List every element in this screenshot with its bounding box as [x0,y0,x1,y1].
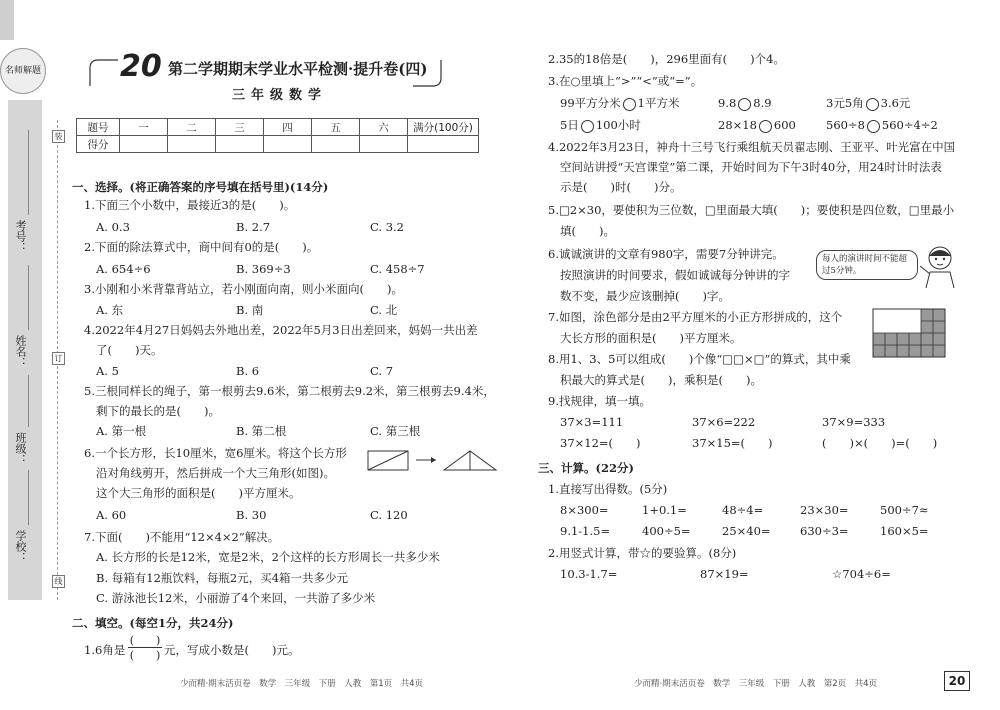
footer-right: 少而精·期末活页卷 数学 三年级 下册 人教 第2页 共4页 [634,679,878,689]
class-line [28,375,29,427]
q4-option[interactable]: C. 7 [370,364,394,378]
exam-no-label: 考号： [14,220,27,253]
calc-item[interactable]: 23×30= [800,503,849,517]
f3-row [560,118,641,133]
q5-option[interactable]: B. 第二根 [236,424,287,438]
q5-text: 5.三根同样长的绳子，第一根剪去9.6米，第二根剪去9.2米，第三根剪去9.4米， [84,384,495,398]
f6-text-cont: 数不变，最少应该删掉( )字。 [560,289,730,303]
binding-mark: 订 [52,352,65,365]
score-header-cell: 三 [216,119,264,136]
q3-option[interactable]: B. 南 [236,303,264,317]
calc-item[interactable]: 630÷3= [800,524,849,538]
f7-grid-figure [872,308,948,360]
f4-text-cont: 示是( )时( )分。 [560,180,682,194]
f3-item: 9.8 [718,96,737,110]
section-3-title: 三、计算。(22分) [538,461,634,475]
footer-left: 少而精·期末活页卷 数学 三年级 下册 人教 第1页 共4页 [180,679,424,689]
f3-row [560,96,679,111]
q7-text: 7.下面( )不能用“12×4×2”解决。 [84,530,280,544]
q4-option[interactable]: A. 5 [96,364,119,378]
q1-option[interactable]: A. 0.3 [96,220,130,234]
page-subtitle: 三年级数学 [232,88,328,103]
q4-option[interactable]: B. 6 [236,364,260,378]
name-label: 姓名： [14,335,27,368]
f3-item: 5日 [560,118,579,132]
calc-item[interactable]: 8×300= [560,503,609,517]
binding-mark: 线 [52,575,65,588]
f3-item: 99平方分米 [560,96,621,110]
f6-text: 6.诚诚演讲的文章有980字，需要7分钟讲完。 [548,247,784,261]
q3-option[interactable]: A. 东 [96,303,124,317]
f4-text: 4.2022年3月23日，神舟十三号飞行乘组航天员翟志刚、王亚平、叶光富在中国 [548,140,956,154]
score-header-row [77,119,479,136]
f3-row [826,96,910,111]
c2-text: 2.用竖式计算，带☆的要验算。(8分) [548,546,737,560]
exam-no-line [28,130,29,215]
section-2-title: 二、填空。(每空1分，共24分) [72,616,234,630]
pattern-item: 37×9=333 [822,415,886,429]
school-label: 学校： [14,530,27,563]
q6-text: 6.一个长方形，长10厘米，宽6厘米。将这个长方形 [84,446,347,460]
q5-option[interactable]: C. 第三根 [370,424,421,438]
f8-text-cont: 积最大的算式是( )，乘积是( )。 [560,373,762,387]
q6-option[interactable]: C. 120 [370,508,408,522]
f5-text: 5.□2×30，要使积为三位数，□里面最大填( )；要使积是四位数，□里最小 [548,203,955,217]
f9-text: 9.找规律，填一填。 [548,394,651,408]
q3-text: 3.小刚和小米背靠背站立，若小刚面向南，则小米面向( )。 [84,282,403,296]
score-cell[interactable] [264,136,312,153]
section-1-title: 一、选择。(将正确答案的序号填在括号里)(14分) [72,180,329,194]
f7-text-cont: 大长方形的面积是( )平方厘米。 [560,331,742,345]
q7-option[interactable]: C. 游泳池长12米，小丽游了4个来回，一共游了多少米 [96,591,376,605]
q2-option[interactable]: C. 458÷7 [370,262,425,276]
calc-item[interactable]: 1+0.1= [642,503,687,517]
q3-option[interactable]: C. 北 [370,303,398,317]
q6-text-cont: 沿对角线剪开，然后拼成一个大三角形(如图)。 [96,466,335,480]
binding-mark: 装 [52,130,65,143]
compare-circle[interactable] [581,120,594,133]
f3-item: 3.6元 [880,96,911,110]
score-header-cell: 二 [168,119,216,136]
pattern-item: 37×3=111 [560,415,624,429]
pattern-item[interactable]: 37×12=( ) [560,436,641,450]
class-label: 班级： [14,432,27,465]
q5-text-cont: 剩下的最长的是( )。 [96,404,220,418]
f3-row [826,118,938,133]
vertical-calc-item[interactable]: 10.3-1.7= [560,567,618,581]
vertical-calc-item[interactable]: ☆704÷6= [832,567,891,581]
f4-text-cont: 空间站讲授“天宫课堂”第二课，开始时间为下午3时40分，用24时计时法表 [560,160,942,174]
score-header-cell: 四 [264,119,312,136]
f3-row [718,118,796,133]
f3-item: 100小时 [595,118,641,132]
f3-item: 600 [773,118,796,132]
pattern-item[interactable]: ( )×( )=( ) [822,436,938,450]
f3-item: 28×18 [718,118,757,132]
calc-item[interactable]: 25×40= [722,524,771,538]
score-header-cell: 六 [360,119,408,136]
paper-number: 20 [120,49,162,84]
f1-denominator[interactable]: ( ) [129,649,161,662]
score-header-cell: 题号 [77,119,120,136]
pattern-item[interactable]: 37×15=( ) [692,436,773,450]
f3-item: 1平方米 [637,96,680,110]
name-line [28,265,29,330]
page-title: 第二学期期末学业水平检测·提升卷(四) [168,60,428,78]
calc-item[interactable]: 48÷4= [722,503,764,517]
score-table [76,118,479,153]
pattern-item: 37×6=222 [692,415,756,429]
calc-item[interactable]: 400÷5= [642,524,691,538]
q1-text: 1.下面三个小数中，最接近3的是( )。 [84,198,296,212]
score-header-cell: 一 [120,119,168,136]
score-cell[interactable] [360,136,408,153]
q2-text: 2.下面的除法算式中，商中间有0的是( )。 [84,240,319,254]
f3-item: 3元5角 [826,96,864,110]
q6-option[interactable]: B. 30 [236,508,267,522]
f6-text-cont: 按照演讲的时间要求，假如诚诚每分钟讲的字 [560,268,790,282]
q2-option[interactable]: B. 369÷3 [236,262,291,276]
score-row-label: 得分 [77,136,120,153]
f3-item: 560÷4÷2 [881,118,938,132]
f7-text: 7.如图，涂色部分是由2平方厘米的小正方形拼成的，这个 [548,310,843,324]
speech-bubble [816,250,918,280]
score-cell[interactable] [408,136,479,153]
school-line [28,470,29,525]
q7-option[interactable]: B. 每箱有12瓶饮料，每瓶2元，买4箱一共多少元 [96,571,349,585]
score-row [77,136,479,153]
c1-text: 1.直接写出得数。(5分) [548,482,668,496]
f2-text: 2.35的18倍是( )，296里面有( )个4。 [548,52,785,66]
page-number-box: 20 [944,671,970,691]
q4-text: 4.2022年4月27日妈妈去外地出差，2022年5月3日出差回来，妈妈一共出差 [84,323,478,337]
badge-text: 名师解题 [4,66,41,76]
q2-option[interactable]: A. 654÷6 [96,262,151,276]
corner-shade [0,0,14,40]
f8-text: 8.用1、3、5可以组成( )个像“□□×□”的算式，其中乘 [548,352,851,366]
q6-option[interactable]: A. 60 [96,508,127,522]
f1-prefix: 1.6角是 [84,643,126,657]
f3-text: 3.在○里填上“>”“<”或“=”。 [548,74,703,88]
q6-figure [366,448,506,474]
calc-item[interactable]: 9.1-1.5= [560,524,611,538]
compare-circle[interactable] [759,120,772,133]
compare-circle[interactable] [623,98,636,111]
score-cell[interactable] [312,136,360,153]
f5-text-cont: 填( )。 [560,224,615,238]
q1-option[interactable]: B. 2.7 [236,220,271,234]
f1-suffix: 元，写成小数是( )元。 [164,643,300,657]
f3-item: 8.9 [753,96,772,110]
badge-logo [0,48,46,94]
compare-circle[interactable] [738,98,751,111]
score-cell[interactable] [168,136,216,153]
q7-option[interactable]: A. 长方形的长是12米，宽是2米，2个这样的长方形周长一共多少米 [96,550,440,564]
compare-circle[interactable] [867,120,880,133]
vertical-calc-item[interactable]: 87×19= [700,567,749,581]
bubble-text: 每人的演讲时间不能超过5分钟。 [822,254,908,276]
score-header-cell: 满分(100分) [408,119,479,136]
q1-option[interactable]: C. 3.2 [370,220,404,234]
f1-numerator[interactable]: ( ) [129,634,161,647]
score-cell[interactable] [120,136,168,153]
f3-row [718,96,772,111]
q4-text-cont: 了( )天。 [96,343,163,357]
q5-option[interactable]: A. 第一根 [96,424,147,438]
score-header-cell: 五 [312,119,360,136]
score-cell[interactable] [216,136,264,153]
student-figure [918,244,962,288]
calc-item[interactable]: 500÷7≈ [880,503,929,517]
f3-item: 560÷8 [826,118,865,132]
compare-circle[interactable] [866,98,879,111]
q6-text-cont: 这个大三角形的面积是( )平方厘米。 [96,486,301,500]
calc-item[interactable]: 160×5= [880,524,929,538]
